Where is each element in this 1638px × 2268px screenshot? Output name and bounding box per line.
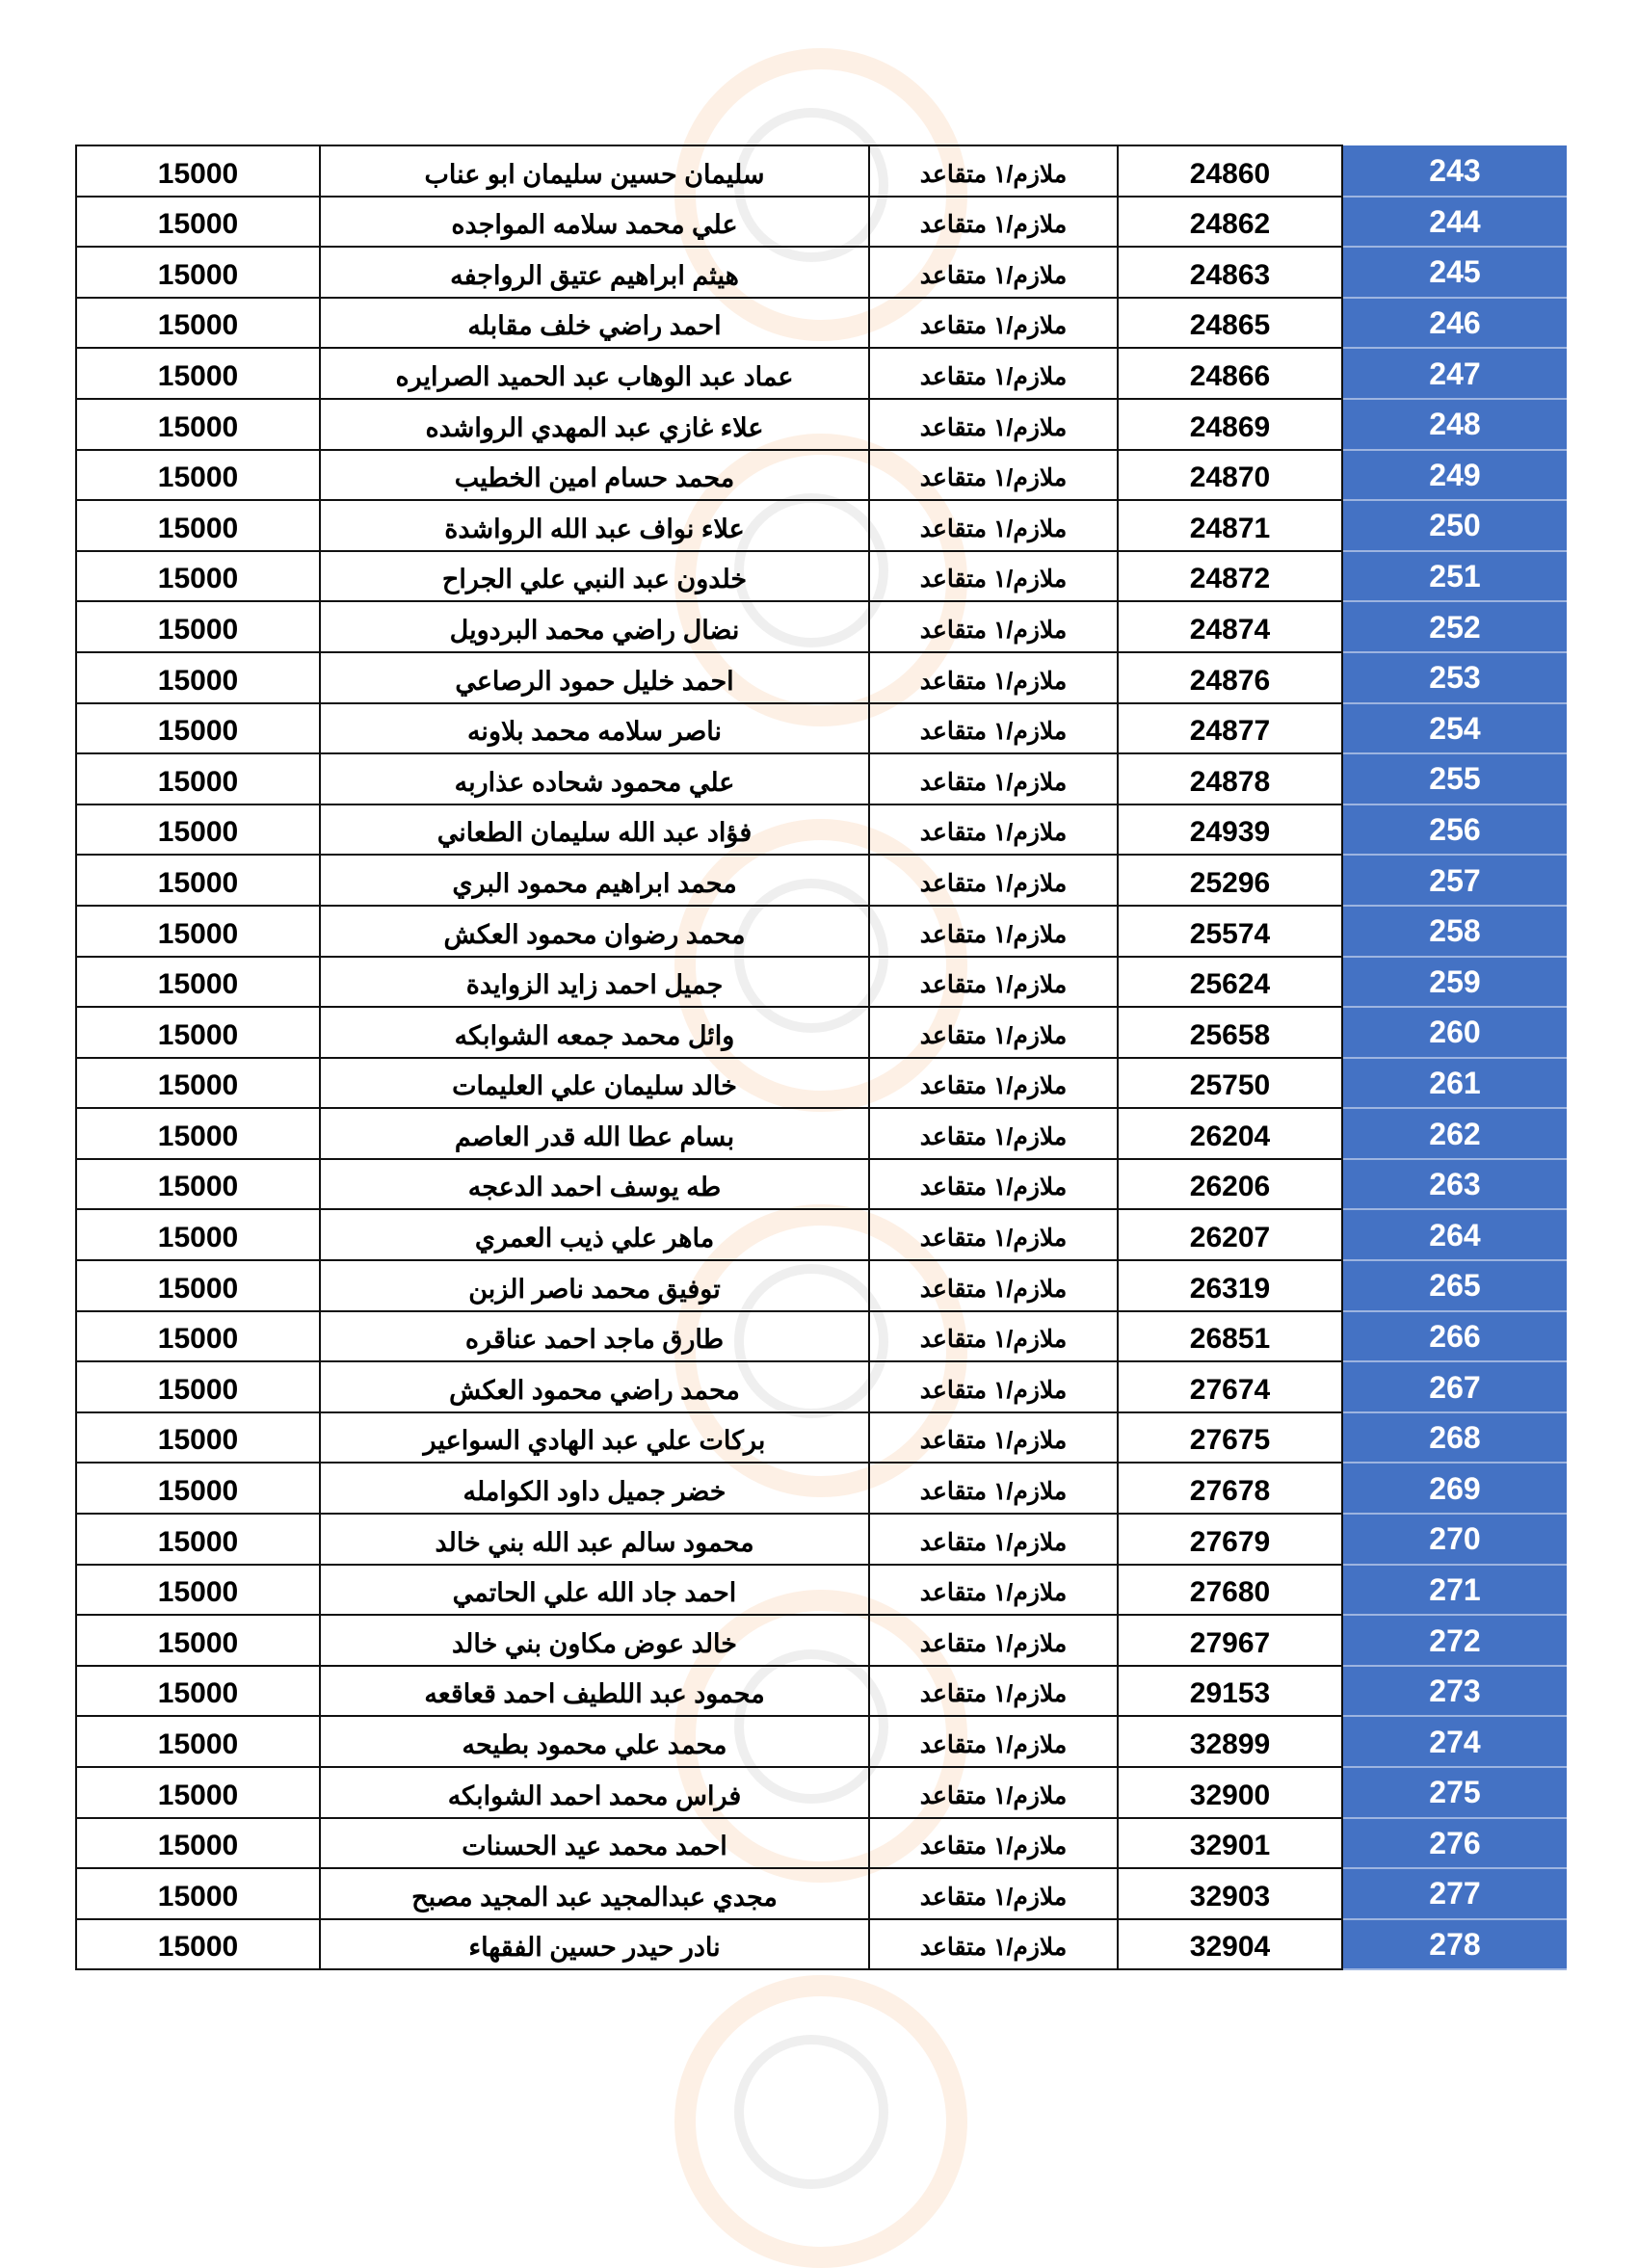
table-row [76, 1159, 1567, 1210]
name-cell: طارق ماجد احمد عناقره [320, 1311, 869, 1362]
amount-cell: 15000 [76, 804, 320, 856]
index-cell: 261 [1342, 1058, 1567, 1109]
name-cell: جميل احمد زايد الزوايدة [320, 957, 869, 1008]
amount-cell: 15000 [76, 1767, 320, 1818]
rank-cell: ملازم/١ متقاعد [869, 1565, 1118, 1616]
military-number-cell: 27680 [1118, 1565, 1342, 1616]
military-number-cell: 24871 [1118, 500, 1342, 551]
watermark-clock-logo [674, 1975, 967, 2268]
amount-cell: 15000 [76, 753, 320, 804]
military-number-cell: 25750 [1118, 1058, 1342, 1109]
name-cell: مجدي عبدالمجيد عبد المجيد مصبح [320, 1868, 869, 1919]
index-cell: 269 [1342, 1463, 1567, 1514]
table-row [76, 1818, 1567, 1869]
amount-cell: 15000 [76, 399, 320, 450]
rank-cell: ملازم/١ متقاعد [869, 1260, 1118, 1311]
index-cell: 246 [1342, 298, 1567, 349]
military-number-cell: 24876 [1118, 652, 1342, 703]
name-cell: محمد علي محمود بطيحه [320, 1716, 869, 1767]
table-row [76, 906, 1567, 957]
military-number-cell: 26204 [1118, 1108, 1342, 1159]
amount-cell: 15000 [76, 450, 320, 501]
rank-cell: ملازم/١ متقاعد [869, 652, 1118, 703]
military-number-cell: 25658 [1118, 1007, 1342, 1058]
index-cell: 274 [1342, 1716, 1567, 1767]
table-row [76, 298, 1567, 349]
table-row [76, 804, 1567, 856]
index-cell: 264 [1342, 1209, 1567, 1260]
amount-cell: 15000 [76, 1361, 320, 1412]
rank-cell: ملازم/١ متقاعد [869, 1361, 1118, 1412]
amount-cell: 15000 [76, 1058, 320, 1109]
amount-cell: 15000 [76, 957, 320, 1008]
rank-cell: ملازم/١ متقاعد [869, 804, 1118, 856]
index-cell: 277 [1342, 1868, 1567, 1919]
rank-cell: ملازم/١ متقاعد [869, 1868, 1118, 1919]
name-cell: علي محمد سلامه المواجده [320, 197, 869, 248]
table-row [76, 399, 1567, 450]
rank-cell: ملازم/١ متقاعد [869, 1615, 1118, 1666]
name-cell: بسام عطا الله قدر العاصم [320, 1108, 869, 1159]
table-row [76, 1412, 1567, 1464]
table-row [76, 1666, 1567, 1717]
index-cell: 244 [1342, 197, 1567, 248]
rank-cell: ملازم/١ متقاعد [869, 906, 1118, 957]
table-row [76, 1716, 1567, 1767]
index-cell: 248 [1342, 399, 1567, 450]
military-number-cell: 24865 [1118, 298, 1342, 349]
military-number-cell: 27674 [1118, 1361, 1342, 1412]
military-number-cell: 25624 [1118, 957, 1342, 1008]
military-number-cell: 29153 [1118, 1666, 1342, 1717]
table-row [76, 450, 1567, 501]
rank-cell: ملازم/١ متقاعد [869, 1412, 1118, 1464]
table-row [76, 348, 1567, 399]
military-number-cell: 26206 [1118, 1159, 1342, 1210]
amount-cell: 15000 [76, 855, 320, 906]
military-number-cell: 24874 [1118, 601, 1342, 652]
military-number-cell: 24870 [1118, 450, 1342, 501]
rank-cell: ملازم/١ متقاعد [869, 500, 1118, 551]
index-cell: 278 [1342, 1919, 1567, 1970]
amount-cell: 15000 [76, 551, 320, 602]
rank-cell: ملازم/١ متقاعد [869, 551, 1118, 602]
military-number-cell: 27678 [1118, 1463, 1342, 1514]
military-number-cell: 24878 [1118, 753, 1342, 804]
rank-cell: ملازم/١ متقاعد [869, 1818, 1118, 1869]
rank-cell: ملازم/١ متقاعد [869, 1007, 1118, 1058]
rank-cell: ملازم/١ متقاعد [869, 1716, 1118, 1767]
name-cell: فؤاد عبد الله سليمان الطعاني [320, 804, 869, 856]
index-cell: 245 [1342, 247, 1567, 298]
rank-cell: ملازم/١ متقاعد [869, 1058, 1118, 1109]
table-row [76, 1058, 1567, 1109]
amount-cell: 15000 [76, 1311, 320, 1362]
index-cell: 271 [1342, 1565, 1567, 1616]
name-cell: بركات علي عبد الهادي السواعير [320, 1412, 869, 1464]
index-cell: 259 [1342, 957, 1567, 1008]
name-cell: خالد سليمان علي العليمات [320, 1058, 869, 1109]
table-row [76, 1767, 1567, 1818]
rank-cell: ملازم/١ متقاعد [869, 855, 1118, 906]
name-cell: محمد ابراهيم محمود البري [320, 855, 869, 906]
table-row [76, 247, 1567, 298]
amount-cell: 15000 [76, 1159, 320, 1210]
name-cell: نادر حيدر حسين الفقهاء [320, 1919, 869, 1970]
index-cell: 260 [1342, 1007, 1567, 1058]
rank-cell: ملازم/١ متقاعد [869, 601, 1118, 652]
index-cell: 270 [1342, 1514, 1567, 1565]
name-cell: ماهر علي ذيب العمري [320, 1209, 869, 1260]
amount-cell: 15000 [76, 1007, 320, 1058]
military-number-cell: 27679 [1118, 1514, 1342, 1565]
index-cell: 249 [1342, 450, 1567, 501]
name-cell: طه يوسف احمد الدعجه [320, 1159, 869, 1210]
name-cell: توفيق محمد ناصر الزبن [320, 1260, 869, 1311]
name-cell: خلدون عبد النبي علي الجراح [320, 551, 869, 602]
index-cell: 263 [1342, 1159, 1567, 1210]
amount-cell: 15000 [76, 1463, 320, 1514]
rank-cell: ملازم/١ متقاعد [869, 957, 1118, 1008]
amount-cell: 15000 [76, 1412, 320, 1464]
index-cell: 251 [1342, 551, 1567, 602]
name-cell: علي محمود شحاده عذاربه [320, 753, 869, 804]
index-cell: 272 [1342, 1615, 1567, 1666]
index-cell: 276 [1342, 1818, 1567, 1869]
table-row [76, 1463, 1567, 1514]
amount-cell: 15000 [76, 1818, 320, 1869]
index-cell: 254 [1342, 703, 1567, 754]
index-cell: 250 [1342, 500, 1567, 551]
amount-cell: 15000 [76, 298, 320, 349]
military-number-cell: 24872 [1118, 551, 1342, 602]
table-row [76, 855, 1567, 906]
name-cell: عماد عبد الوهاب عبد الحميد الصرايره [320, 348, 869, 399]
table-row [76, 601, 1567, 652]
name-cell: محمد رضوان محمود العكش [320, 906, 869, 957]
military-number-cell: 24863 [1118, 247, 1342, 298]
table-row [76, 500, 1567, 551]
name-cell: محمد حسام امين الخطيب [320, 450, 869, 501]
index-cell: 273 [1342, 1666, 1567, 1717]
amount-cell: 15000 [76, 703, 320, 754]
military-number-cell: 32899 [1118, 1716, 1342, 1767]
amount-cell: 15000 [76, 1919, 320, 1970]
name-cell: علاء نواف عبد الله الرواشدة [320, 500, 869, 551]
table-row [76, 703, 1567, 754]
table-body [76, 145, 1567, 1969]
table-row [76, 652, 1567, 703]
index-cell: 262 [1342, 1108, 1567, 1159]
rank-cell: ملازم/١ متقاعد [869, 1463, 1118, 1514]
name-cell: ناصر سلامه محمد بلاونه [320, 703, 869, 754]
personnel-table [75, 145, 1567, 1970]
amount-cell: 15000 [76, 652, 320, 703]
name-cell: علاء غازي عبد المهدي الرواشده [320, 399, 869, 450]
military-number-cell: 27967 [1118, 1615, 1342, 1666]
military-number-cell: 24860 [1118, 145, 1342, 197]
military-number-cell: 32904 [1118, 1919, 1342, 1970]
name-cell: نضال راضي محمد البردويل [320, 601, 869, 652]
name-cell: احمد خليل حمود الرصاعي [320, 652, 869, 703]
name-cell: خضر جميل داود الكوامله [320, 1463, 869, 1514]
amount-cell: 15000 [76, 1666, 320, 1717]
amount-cell: 15000 [76, 197, 320, 248]
index-cell: 268 [1342, 1412, 1567, 1464]
index-cell: 256 [1342, 804, 1567, 856]
military-number-cell: 25574 [1118, 906, 1342, 957]
amount-cell: 15000 [76, 348, 320, 399]
rank-cell: ملازم/١ متقاعد [869, 703, 1118, 754]
table-row [76, 1361, 1567, 1412]
military-number-cell: 24939 [1118, 804, 1342, 856]
rank-cell: ملازم/١ متقاعد [869, 1919, 1118, 1970]
military-number-cell: 24866 [1118, 348, 1342, 399]
name-cell: هيثم ابراهيم عتيق الرواجفه [320, 247, 869, 298]
table-row [76, 1868, 1567, 1919]
table-row [76, 1108, 1567, 1159]
name-cell: احمد جاد الله علي الحاتمي [320, 1565, 869, 1616]
amount-cell: 15000 [76, 1209, 320, 1260]
amount-cell: 15000 [76, 1615, 320, 1666]
amount-cell: 15000 [76, 1514, 320, 1565]
table-row [76, 551, 1567, 602]
military-number-cell: 32901 [1118, 1818, 1342, 1869]
index-cell: 247 [1342, 348, 1567, 399]
name-cell: فراس محمد احمد الشوابكه [320, 1767, 869, 1818]
table-row [76, 1919, 1567, 1970]
table-row [76, 1311, 1567, 1362]
index-cell: 258 [1342, 906, 1567, 957]
index-cell: 266 [1342, 1311, 1567, 1362]
index-cell: 255 [1342, 753, 1567, 804]
rank-cell: ملازم/١ متقاعد [869, 1666, 1118, 1717]
table-row [76, 1209, 1567, 1260]
military-number-cell: 25296 [1118, 855, 1342, 906]
index-cell: 257 [1342, 855, 1567, 906]
table-row [76, 1615, 1567, 1666]
index-cell: 265 [1342, 1260, 1567, 1311]
military-number-cell: 24862 [1118, 197, 1342, 248]
rank-cell: ملازم/١ متقاعد [869, 298, 1118, 349]
table-row [76, 1007, 1567, 1058]
table-row [76, 197, 1567, 248]
amount-cell: 15000 [76, 1565, 320, 1616]
rank-cell: ملازم/١ متقاعد [869, 753, 1118, 804]
amount-cell: 15000 [76, 1716, 320, 1767]
amount-cell: 15000 [76, 906, 320, 957]
rank-cell: ملازم/١ متقاعد [869, 348, 1118, 399]
rank-cell: ملازم/١ متقاعد [869, 1767, 1118, 1818]
table-row [76, 1565, 1567, 1616]
amount-cell: 15000 [76, 145, 320, 197]
military-number-cell: 24869 [1118, 399, 1342, 450]
amount-cell: 15000 [76, 247, 320, 298]
index-cell: 267 [1342, 1361, 1567, 1412]
amount-cell: 15000 [76, 500, 320, 551]
military-number-cell: 26207 [1118, 1209, 1342, 1260]
rank-cell: ملازم/١ متقاعد [869, 145, 1118, 197]
military-number-cell: 27675 [1118, 1412, 1342, 1464]
name-cell: محمود عبد اللطيف احمد قعاقعه [320, 1666, 869, 1717]
rank-cell: ملازم/١ متقاعد [869, 1108, 1118, 1159]
rank-cell: ملازم/١ متقاعد [869, 1209, 1118, 1260]
name-cell: خالد عوض مكاون بني خالد [320, 1615, 869, 1666]
rank-cell: ملازم/١ متقاعد [869, 197, 1118, 248]
military-number-cell: 32900 [1118, 1767, 1342, 1818]
index-cell: 275 [1342, 1767, 1567, 1818]
name-cell: وائل محمد جمعه الشوابكه [320, 1007, 869, 1058]
rank-cell: ملازم/١ متقاعد [869, 399, 1118, 450]
military-number-cell: 26319 [1118, 1260, 1342, 1311]
amount-cell: 15000 [76, 601, 320, 652]
rank-cell: ملازم/١ متقاعد [869, 1311, 1118, 1362]
index-cell: 253 [1342, 652, 1567, 703]
table-row [76, 1260, 1567, 1311]
amount-cell: 15000 [76, 1108, 320, 1159]
amount-cell: 15000 [76, 1260, 320, 1311]
index-cell: 243 [1342, 145, 1567, 197]
military-number-cell: 24877 [1118, 703, 1342, 754]
amount-cell: 15000 [76, 1868, 320, 1919]
military-number-cell: 26851 [1118, 1311, 1342, 1362]
table-row [76, 753, 1567, 804]
table-row [76, 1514, 1567, 1565]
name-cell: احمد محمد عيد الحسنات [320, 1818, 869, 1869]
rank-cell: ملازم/١ متقاعد [869, 1159, 1118, 1210]
rank-cell: ملازم/١ متقاعد [869, 247, 1118, 298]
table-row [76, 145, 1567, 197]
index-cell: 252 [1342, 601, 1567, 652]
military-number-cell: 32903 [1118, 1868, 1342, 1919]
table-row [76, 957, 1567, 1008]
name-cell: محمود سالم عبد الله بني خالد [320, 1514, 869, 1565]
rank-cell: ملازم/١ متقاعد [869, 1514, 1118, 1565]
name-cell: سليمان حسين سليمان ابو عناب [320, 145, 869, 197]
rank-cell: ملازم/١ متقاعد [869, 450, 1118, 501]
name-cell: محمد راضي محمود العكش [320, 1361, 869, 1412]
name-cell: احمد راضي خلف مقابله [320, 298, 869, 349]
